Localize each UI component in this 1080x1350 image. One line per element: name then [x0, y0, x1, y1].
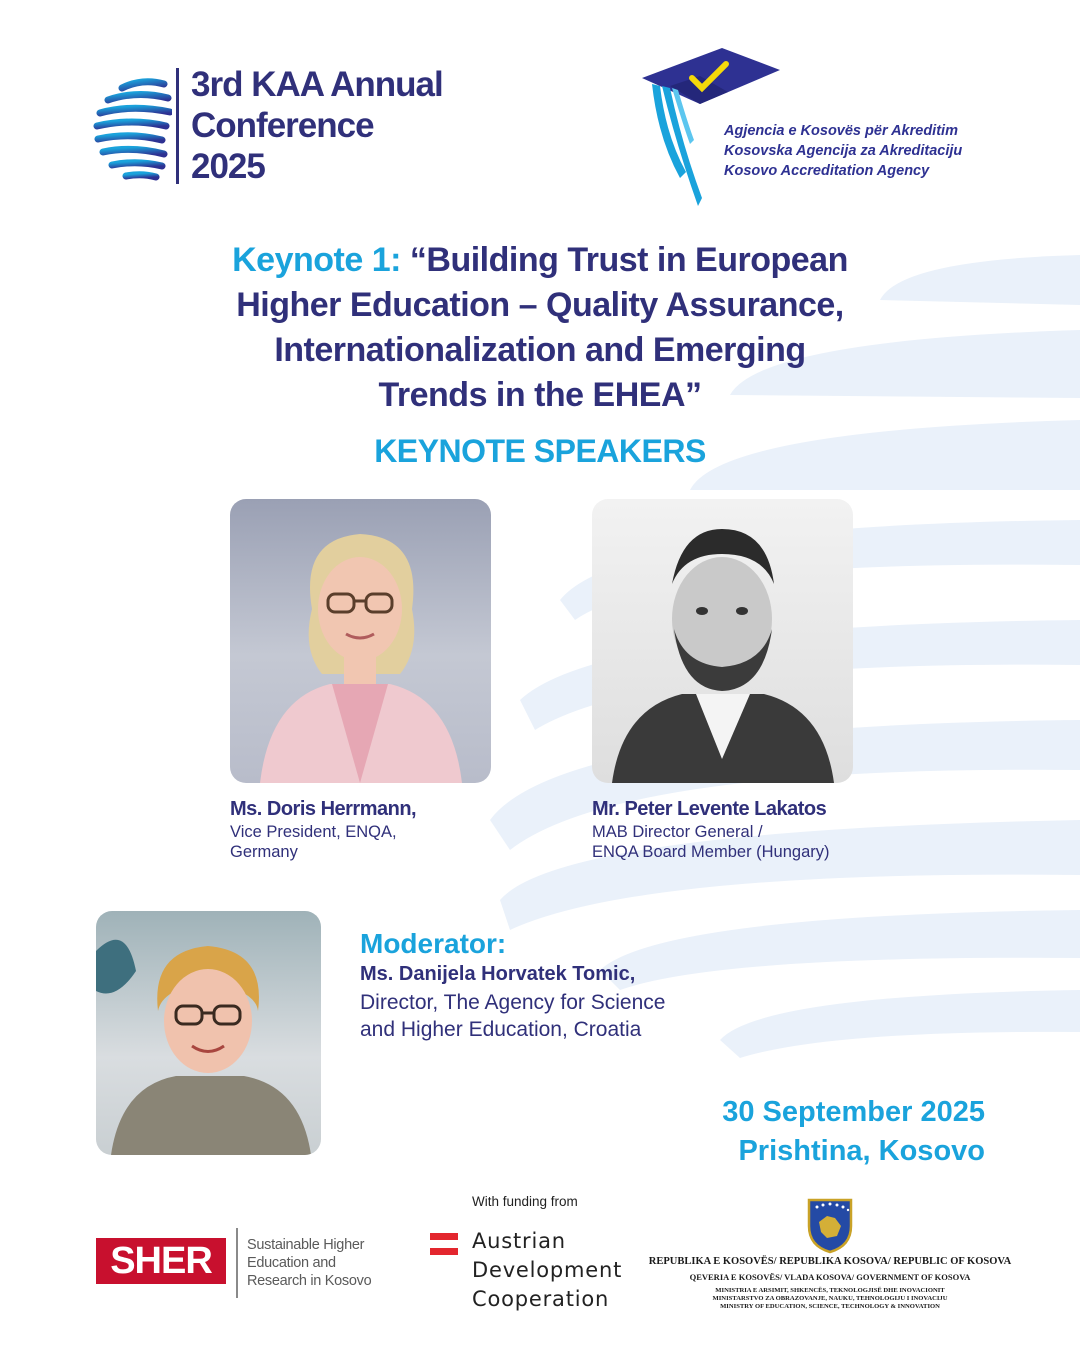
agency-name-english: Kosovo Accreditation Agency: [724, 163, 930, 179]
moderator-name: Ms. Danijela Horvatek Tomic,: [360, 963, 636, 985]
moderator-photo-danijela-horvatek-tomic: [96, 911, 321, 1155]
keynote-title-line: Higher Education – Quality Assurance,: [236, 286, 844, 324]
conference-title-line: 2025: [191, 147, 265, 186]
ada-line: Austrian: [472, 1229, 566, 1253]
sher-tagline-line: Sustainable Higher: [247, 1237, 365, 1253]
portrait-woman-icon: [96, 911, 321, 1155]
ada-line: Development: [472, 1258, 623, 1282]
speaker-role-doris: Germany: [230, 843, 298, 861]
government-ministry-lines: [630, 1287, 1030, 1311]
funding-label: With funding from: [472, 1194, 578, 1209]
speaker-role-peter: ENQA Board Member (Hungary): [592, 843, 830, 861]
header-divider: [176, 68, 179, 184]
moderator-label: Moderator:: [360, 928, 507, 959]
ada-line: Cooperation: [472, 1287, 610, 1311]
sher-tagline-line: Education and: [247, 1255, 336, 1271]
speaker-role-doris: Vice President, ENQA,: [230, 823, 397, 841]
agency-name-serbian: Kosovska Agencija za Akreditaciju: [724, 143, 963, 159]
government-line-republic: REPUBLIKA E KOSOVËS/ REPUBLIKA KOSOVA/ REPUBLIC OF KOSOVA: [648, 1256, 1012, 1267]
conference-title-line: 3rd KAA Annual: [191, 65, 443, 104]
keynote-title-line: Internationalization and Emerging: [274, 331, 806, 369]
kosovo-coat-of-arms-icon: [805, 1196, 855, 1254]
moderator-role: and Higher Education, Croatia: [360, 1018, 642, 1041]
government-line-government: QEVERIA E KOSOVËS/ VLADA KOSOVA/ GOVERNMENT OF KOSOVA: [689, 1272, 971, 1282]
ministry-line: MINISTRY OF EDUCATION, SCIENCE, TECHNOLOGY & INNOVATION: [720, 1303, 940, 1310]
austrian-flag-icon: [430, 1233, 458, 1255]
ministry-line: MINISTARSTVO ZA OBRAZOVANJE, NAUKU, TEHNOLOGIJU I INOVACIJU: [712, 1295, 948, 1302]
conference-title-line: Conference: [191, 106, 374, 145]
portrait-woman-icon: [230, 499, 491, 783]
ministry-line: MINISTRIA E ARSIMIT, SHKENCËS, TEKNOLOGJISË DHE INOVACIONIT: [715, 1287, 945, 1294]
event-date: 30 September 2025: [722, 1096, 985, 1128]
speaker-name-doris: Ms. Doris Herrmann,: [230, 798, 417, 820]
sher-divider: [236, 1228, 238, 1298]
ada-logo-text: [472, 1227, 622, 1314]
speaker-role-peter: MAB Director General /: [592, 823, 763, 841]
sher-tagline: [247, 1236, 371, 1290]
keynote-title-line: Trends in the EHEA”: [378, 376, 702, 414]
keynote-label: Keynote 1:: [232, 241, 401, 279]
speaker-photo-peter-levente-lakatos: [592, 499, 853, 783]
event-location: Prishtina, Kosovo: [738, 1135, 985, 1167]
agency-names: [724, 121, 962, 181]
keynote-title: [120, 238, 960, 418]
speaker-photo-doris-herrmann: [230, 499, 491, 783]
speaker-name-peter: Mr. Peter Levente Lakatos: [592, 798, 827, 820]
keynote-title-line: “Building Trust in European: [409, 241, 848, 279]
conference-title: [191, 64, 443, 187]
keynote-speakers-heading: KEYNOTE SPEAKERS: [374, 433, 706, 469]
portrait-man-icon: [592, 499, 853, 783]
sher-logo: SHER: [96, 1238, 226, 1284]
sher-tagline-line: Research in Kosovo: [247, 1273, 372, 1289]
moderator-role: Director, The Agency for Science: [360, 991, 666, 1014]
agency-name-albanian: Agjencia e Kosovës për Akreditim: [724, 123, 958, 139]
conference-globe-logo-icon: [92, 66, 172, 186]
